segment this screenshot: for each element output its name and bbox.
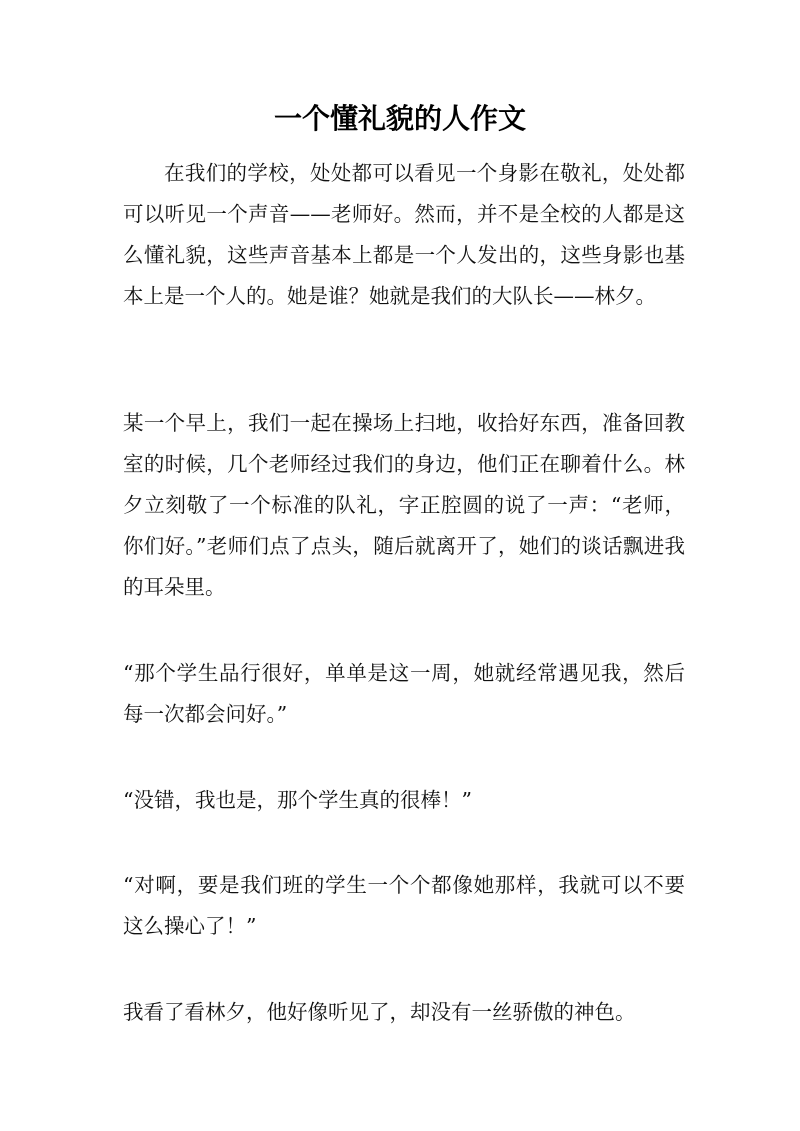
- paragraph-6: 我看了看林夕，他好像听见了，却没有一丝骄傲的神色。: [123, 1000, 636, 1024]
- paragraph-1: 在我们的学校，处处都可以看见一个身影在敬礼，处处都可以听见一个声音——老师好。然而，并不是全校的人都是这么懂礼貌，这些声音基本上都是一个人发出的，这些身影也基本上是一个人的。她是谁？她就是我们的大队长——林夕。: [123, 161, 685, 308]
- paragraph-2: 某一个早上，我们一起在操场上扫地，收拾好东西，准备回教室的时候，几个老师经过我们的身边，他们正在聊着什么。林夕立刻敬了一个标准的队礼，字正腔圆的说了一声：“老师，你们好。”老师们点了点头，随后就离开了，她们的谈话飘进我的耳朵里。: [123, 411, 685, 599]
- paragraph-3: “那个学生品行很好，单单是这一周，她就经常遇见我，然后每一次都会问好。”: [123, 661, 685, 726]
- paragraph-5: “对啊，要是我们班的学生一个个都像她那样，我就可以不要这么操心了！”: [123, 873, 685, 938]
- paragraph-4: “没错，我也是，那个学生真的很棒！”: [123, 788, 472, 812]
- document-title: 一个懂礼貌的人作文: [273, 102, 526, 135]
